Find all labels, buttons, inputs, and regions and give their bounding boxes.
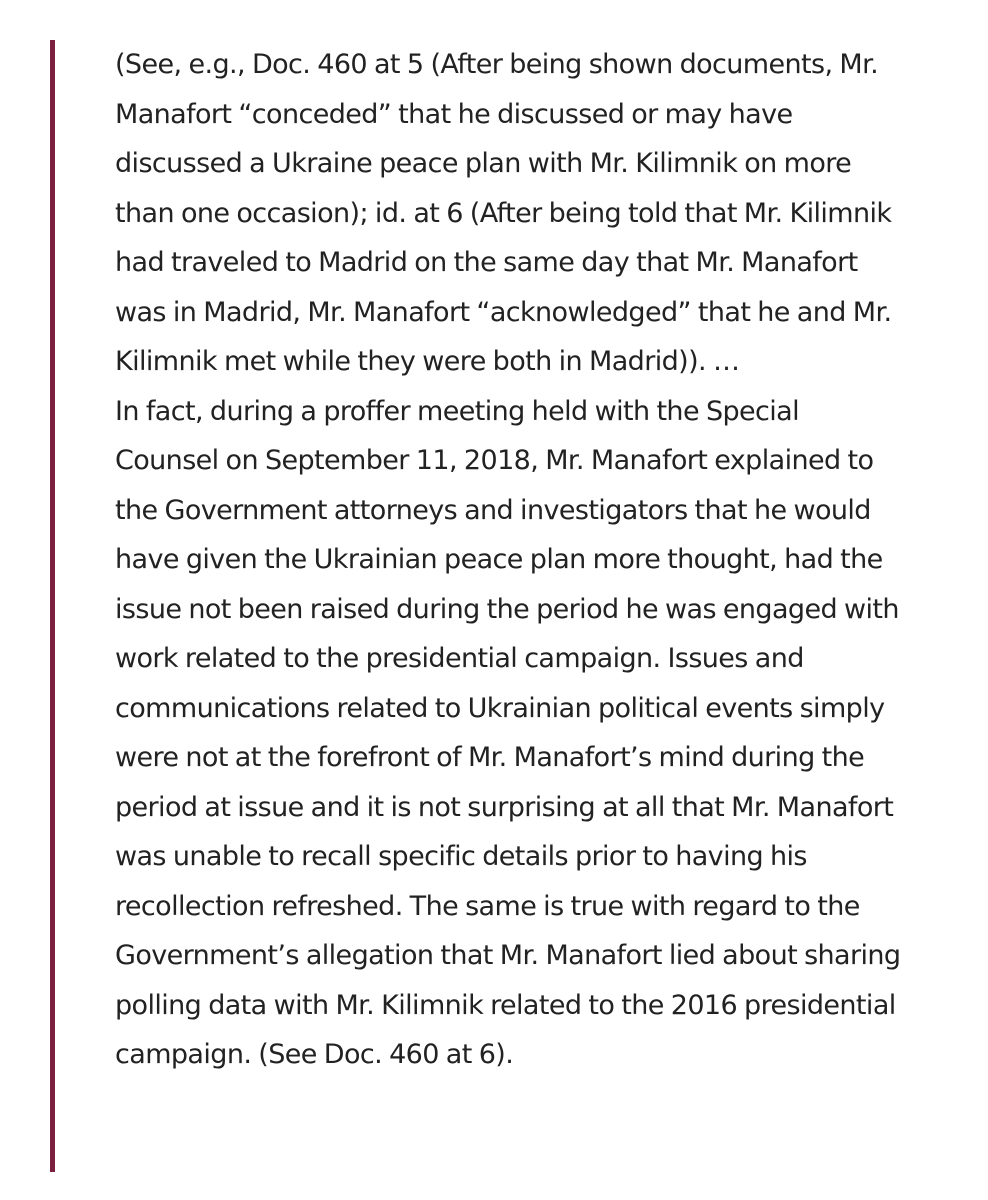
quote-text	[115, 40, 905, 1080]
quote-accent-bar	[50, 40, 55, 1172]
blockquote	[50, 40, 910, 1172]
quote-paragraph-2: In fact, during a proffer meeting held with the Special Counsel on September 11, 2018, Mr. Manafort explained to the Government attorneys and investigators that he would have given the Ukrainian peace plan more thought, had the issue not been raised during the period he was engaged with work related to the presidential campaign. Issues and communications related to Ukrainian political events simply were not at the forefront of Mr. Manafort’s mind during the period at issue and it is not surprising at all that Mr. Manafort was unable to recall specific details prior to having his recollection refreshed. The same is true with regard to the Government’s allegation that Mr. Manafort lied about sharing polling data with Mr. Kilimnik related to the 2016 presidential campaign. (See Doc. 460 at 6).	[115, 395, 901, 1070]
quote-paragraph-1: (See, e.g., Doc. 460 at 5 (After being shown documents, Mr. Manafort “conceded” that he discussed or may have discussed a Ukraine peace plan with Mr. Kilimnik on more than one occasion); id. at 6 (After being told that Mr. Kilimnik had traveled to Madrid on the same day that Mr. Manafort was in Madrid, Mr. Manafort “acknowledged” that he and Mr. Kilimnik met while they were both in Madrid)). …	[115, 49, 892, 377]
